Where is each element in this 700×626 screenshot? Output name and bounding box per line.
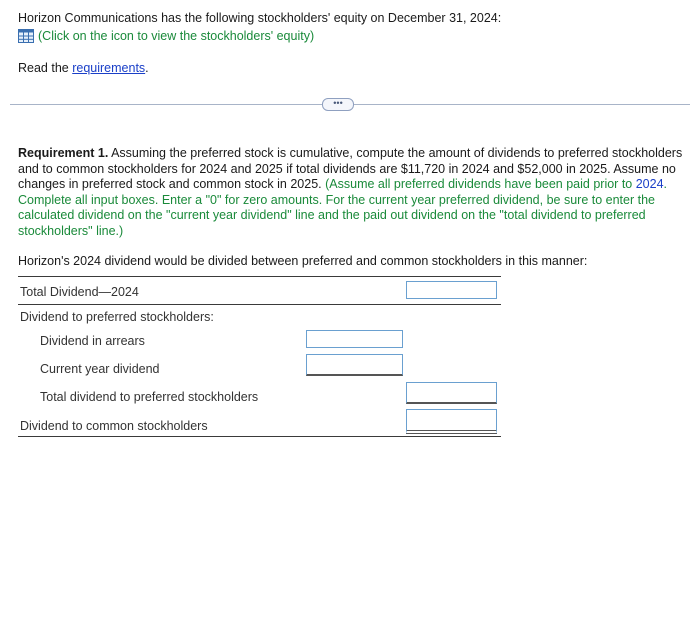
total-preferred-label: Total dividend to preferred stockholders — [40, 390, 259, 404]
requirement-body: Assuming the preferred stock is cumulative, compute the amount of dividends to preferred stockholders and to common stockholders for 2024 and 2025 if total dividends are $11,720 in 2024 and $52,000 in 2025. Assume no changes in preferred stock and common stock in 2025. — [18, 146, 683, 191]
view-equity-link-text[interactable]: (Click on the icon to view the stockholders' equity) — [38, 29, 315, 43]
table-prompt: Horizon's 2024 dividend would be divided between preferred and common stockholders in this manner: — [18, 254, 588, 268]
read-suffix: . — [145, 61, 149, 75]
intro-text: Horizon Communications has the following stockholders' equity on December 31, 2024: — [18, 11, 502, 25]
table-top-rule — [18, 276, 501, 277]
table-bottom-rule — [18, 436, 501, 437]
read-requirements — [18, 61, 149, 75]
arrears-label: Dividend in arrears — [40, 334, 145, 348]
requirement-year: 2024 — [635, 177, 664, 191]
view-equity-link[interactable] — [18, 27, 314, 45]
expand-button[interactable]: ••• — [322, 98, 354, 111]
requirement-label: Requirement 1. — [18, 146, 109, 160]
common-dividend-label: Dividend to common stockholders — [20, 419, 208, 433]
total-preferred-input[interactable] — [406, 382, 497, 404]
current-year-label: Current year dividend — [40, 362, 160, 376]
read-prefix: Read the — [18, 61, 73, 75]
row-divider — [18, 304, 501, 305]
requirements-link[interactable]: requirements — [72, 61, 146, 75]
current-year-input[interactable] — [306, 354, 403, 376]
table-grid-icon[interactable] — [18, 29, 34, 43]
arrears-input[interactable] — [306, 330, 403, 348]
requirement-text — [18, 146, 688, 239]
preferred-header-label: Dividend to preferred stockholders: — [20, 310, 214, 324]
requirement-instructions-1: (Assume all preferred dividends have been paid prior to — [325, 177, 636, 191]
common-dividend-input[interactable] — [406, 409, 497, 434]
requirement-instructions-2: . Complete all input boxes. Enter a "0" for zero amounts. For the current year preferred dividend, be sure to enter the calculated dividend on the "current year dividend" line and the paid out dividend on the "total dividend to preferred stockholders" line.) — [18, 177, 668, 238]
intro — [18, 9, 501, 48]
total-dividend-label: Total Dividend—2024 — [20, 285, 139, 299]
total-dividend-input[interactable] — [406, 281, 497, 299]
